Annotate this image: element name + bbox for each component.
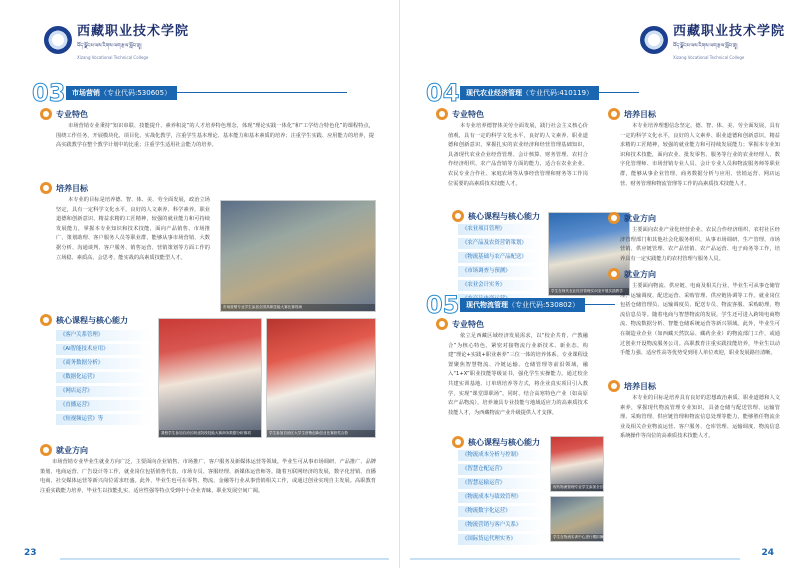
course-item: 《商务数据分析》 [56,358,152,369]
course-item: 《智慧运输运营》 [458,478,546,489]
bullet-circle-icon [40,108,52,120]
goal-heading: 培养目标 [40,182,88,194]
school-name-en: Xizang Vocational Technical College [77,55,149,60]
course-item: 《客户关系管理》 [56,330,152,341]
feature5-text: 依立足西藏区域经济发展需求，以“校企共育、产教融合”为核心特色，紧密对接物流行业新技术、新业态，构建“理论+实践+职业素养”三位一体的培养体系。专业课程设置聚焦智慧物流、冷链运输、仓储管理等前沿领域，融入“1+X”职业技能等级证书，强化学生实操能力。通过校企共建实训基地、订单班培养等方式，将企业真实项目引入教学，实现“课堂即职场”。同时，结合高寒特色产业（如高原农产品物流），培养兼具专业技能与地域适应力的高素质技术技能人才，为西藏物流产业升级提供人才支撑。 [448,333,588,416]
photo-caption: 学生在物流实训中心进行模拟操作训练 [553,535,615,539]
school-name: 西藏职业技术学院 [673,24,786,39]
section-title: 现代物流管理 [466,300,508,309]
course-item: 《短视频运营》等 [56,414,152,425]
bullet-circle-icon [608,108,620,120]
section-number: 03 [32,78,66,107]
section-title-bar [460,86,599,100]
bullet-circle-icon [40,444,52,456]
footer-band [60,558,389,560]
bullet-circle-icon [40,182,52,194]
career-text: 市场营销专业毕业生就业方向广泛，主要面向企业销售、市场推广、客户服务及新媒体运营等领域。毕业生可从事市场调研、产品推广、品牌策划、电商运营、广告设计等工作，就业岗位包括销售代表、市场专员、客服经理、新媒体运营师等。随着互联网经济的发展，数字化营销、直播电商、社交媒体运营等新兴岗位需求旺盛。此外，毕业生也可在零售、物流、金融等行业从事营销相关工作，或通过创业实现自主发展。高职教育注重实践能力培养，毕业生以技能扎实、适应性强等特点受到中小企业青睐，职业发展空间广阔。 [40,459,376,494]
photo-caption: 市场营销专业学生参加全国高职技能大赛比赛现场 [221,304,375,311]
section-title: 市场营销 [72,88,100,97]
section-code: （专业代码:410119） [522,88,594,97]
photo-caption: 学生参加自治区大学生营销创新创业比赛获奖合影 [267,430,375,437]
school-name: 西藏职业技术学院 [77,24,190,39]
photo-contest-left [158,318,262,438]
section-header-03 [32,78,347,107]
photo-caption: 我校学生参加自治区职业院校技能大赛商务数据分析赛项 [159,430,261,437]
school-logo [640,20,785,60]
course-item: 《物流数字化运营》 [458,506,546,517]
bullet-circle-icon [608,380,620,392]
bullet-circle-icon [436,108,448,120]
school-seal-icon [44,26,72,54]
course-item: 《国际货运代理实务》 [458,534,546,545]
course-item: 《网店运营》 [56,386,152,397]
course-item: 《市场调查与预测》 [458,266,542,277]
school-seal-icon [640,26,668,54]
course-item: 《智慧仓配运营》 [458,464,546,475]
course-item: 《农业会计实务》 [458,280,542,291]
photo-competition [220,200,376,312]
section-rule [177,92,347,93]
course-item: 《AI智能技术应用》 [56,344,152,355]
feature-heading: 专业特色 [40,108,88,120]
bullet-circle-icon [452,210,464,222]
footer-band [410,558,740,560]
career4-heading: 就业方向 [608,212,656,224]
goal4-heading: 培养目标 [608,108,656,120]
section-title-bar [66,86,177,100]
section-number: 05 [426,290,460,319]
feature4-text: 本专业培养德智体美劳全面发展，践行社会主义核心价值观，具有一定的科学文化水平，良好的人文素养、职业道德和创新意识，掌握扎实的农业经济和经营管理基础知识，具备现代农业企业经营管理、会计核算、财务管理、农村合作经济组织、农产品营销等方面的能力，适合在农业企业、农民专业合作社、家庭农场等从事经营管理和财务等工作岗位需要的高素质技术技能人才。 [448,123,588,187]
photo-logistics-contest [550,436,633,492]
course-item: 《物流成本与绩效管理》 [458,492,546,503]
section-rule [585,304,615,305]
course-item: 《直播运营》 [56,400,152,411]
school-logo [44,20,189,60]
section-rule [599,92,639,93]
career5-heading: 就业方向 [608,268,656,280]
goal-text: 本专业的目标是培养德、智、体、美、劳全面发展，政治立场坚定，具有一定科学文化水平，良好的人文素养、科学素养，职业道德和创新意识，精益求精的工匠精神，较强的就业能力和可持续发展能力，掌握本专业知识和技术技能，面向产品销售、市场推广、策划助理、客户服务人员等职业群，能够从事市场营销、大数据分析、沟通谈判、客户服务、销售运营、营销策划等方面工作的立场稳、素质高、会思考、能实战的高素质技能型人才。 [56,197,210,261]
page-number: 24 [761,548,774,558]
goal5-heading: 培养目标 [608,380,656,392]
career-heading: 就业方向 [40,444,88,456]
course-item: 《物流成本分析与控制》 [458,450,546,461]
right-page [400,0,800,568]
feature4-heading: 专业特色 [436,108,484,120]
bullet-circle-icon [608,212,620,224]
course-item: 《物流基础与农产品配送》 [458,252,542,263]
section-header-04 [426,78,639,107]
career4-text: 主要面向农业产业化经营企业、农民合作经济组织、农村社区经济管理部门和其他社会化服务组织，从事市场调研、生产管理、市场营销、供应链管理、农产品营销、农产品运营、电子商务等工作，培养具有一定实践能力的农村管理与服务人员。 [620,227,780,262]
section-number: 04 [426,78,460,107]
bullet-circle-icon [608,268,620,280]
photo-caption: 学生在现代农业经济管理实训室开展实践教学 [549,288,629,295]
section-title: 现代农业经济管理 [466,88,522,97]
course-list [56,330,152,428]
goal5-text: 本专业的目标是培养具有良好的思想政治素质、职业道德和人文素养，掌握现代物流管理专业知识，具备仓储与配送管理、运输管理、采购管理、供应链管理和物流信息处理等能力，能够胜任物流企业及相关企业物流运营、客户服务、仓库管理、运输调度、物流信息系统操作等岗位的高素质技术技能人才。 [620,395,780,440]
course5-list [458,450,546,548]
photo-caption: 现代物流管理专业学生参加全区职业院校技能大赛 [553,485,633,489]
section-code: （专业代码:530605） [100,88,172,97]
school-name-tibetan: བོད་ལྗོངས་ལས་རིགས་ལག་རྩལ་སློབ་གྲྭ། [77,43,142,49]
course-item: 《物流营销与客户关系》 [458,520,546,531]
school-name-tibetan: བོད་ལྗོངས་ལས་རིགས་ལག་རྩལ་སློབ་གྲྭ། [673,43,738,49]
school-name-en: Xizang Vocational Technical College [673,55,745,60]
course-item: 《农业项目管理》 [458,224,542,235]
feature-text: 市场营销专业秉持“知识串联、技能提升、素养积淀”的人才培养特色理念，体现“理论实践一体化”和“工学结合特色化”的课程特点，围绕工作任务，开展模块化、项目化、实战化教学，注重学生基本理论、基本能力和基本素质的培养；注重学生实践、应用能力的培养，提高实践教学在整个教学计划中的比重；注重学生适用社会能力的培养。 [56,123,374,149]
bullet-circle-icon [452,436,464,448]
course-item: 《数据化运营》 [56,372,152,383]
section-code: （专业代码:530802） [508,300,580,309]
courses-heading: 核心课程与核心能力 [40,314,128,326]
goal4-text: 本专业培养理想信念坚定，德、智、体、美、劳全面发展，具有一定的科学文化水平，良好的人文素养、职业道德和创新意识，精益求精的工匠精神，较强的就业能力和可持续发展能力；掌握本专业知识和技术技能，面向农业、批发零售、服务等行业的农业经理人、数字化管理师、市场营销专业人员、会计专业人员和物流服务师等职业群，能够从事企业管理、商务数据分析与应用、营销运营、网店运营、财务管理和物流管理等工作的高素质技术技能人才。 [620,123,780,187]
photo-contest-right [266,318,376,438]
page-number: 23 [24,548,37,558]
feature5-heading: 专业特色 [436,318,484,330]
section-title-bar [460,298,585,312]
photo-logistics-training [550,496,615,542]
courses4-heading: 核心课程与核心能力 [452,210,540,222]
course-item: 《农产品及农资营销策划》 [458,238,542,249]
career5-text: 主要面向物流、供应链、电商及相关行业，毕业生可从事仓储管理、运输调度、配送运营、采购管理、供应链协调等工作。就业岗位包括仓储管理员、运输调度员、配送专员、物流客服、采购助理、物流信息员等。随着电商与智慧物流的发展，学生还可进入跨境电商物流、物流数据分析、智能仓储系统运营等新兴领域。此外，毕业生可在制造业企业（如西藏天然饮品、藏药企业）的物流部门工作，或通过创业开设物流服务公司。高职教育注重实践技能培养，毕业生以动手能力强、适应性高等优势受到用人单位欢迎，职业发展路径清晰。 [620,283,780,357]
photo-agri-training [548,212,630,296]
courses5-heading: 核心课程与核心能力 [452,436,540,448]
bullet-circle-icon [40,314,52,326]
bullet-circle-icon [436,318,448,330]
